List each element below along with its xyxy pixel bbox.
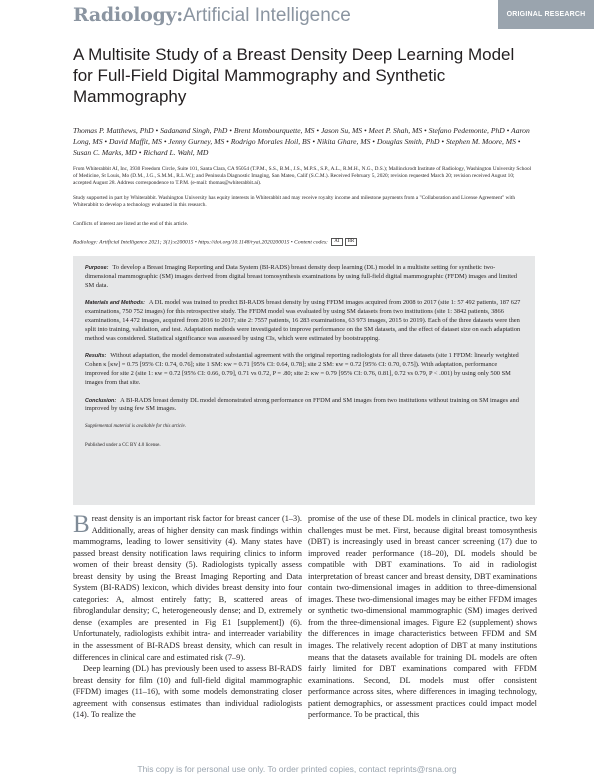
- support-statement: Study supported in part by Whiterabbit. Washington University has equity interests in Whiterabbit and may receive royalty income and milestone payments from a "Collaboration and License Agreement" with Whiterabbit to develop a technology evaluated in this research.: [73, 195, 515, 209]
- body-paragraph: Deep learning (DL) has previously been used to assess BI-RADS breast density for film (10) and full-field digital mammographic (FFDM) images (11–16), with some models demonstrating closer agreement with consensus estimates than individual radiologists (14). To realize the: [73, 664, 302, 720]
- journal-name-light: Artificial Intelligence: [182, 5, 351, 26]
- journal-name-bold: Radiology:: [73, 4, 183, 26]
- content-code-tag[interactable]: AI: [331, 238, 342, 246]
- abstract-label: Results:: [85, 353, 107, 360]
- paragraph-text: reast density is an important risk factor for breast cancer (1–3). Additionally, areas of higher density can mask findings within mammograms, leading to lower sensitivity (4). Many states have passed breast density notification laws requiring clinics to inform women of their breast density (5). Radiologists typically assess breast density by using the Breast Imaging Reporting and Data System (BI-RADS) lexicon, which divides breast density into four categories: A, almost entirely fatty; B, scattered areas of fibroglandular density; C, heterogeneously dense; and D, extremely dense (examples are presented in Fig E1 [supplement]) (6). Unfortunately, radiologists exhibit intra- and interreader variability in the assessment of BI-RADS breast density, which can result in differences in clinical care and estimated risk (7–9).: [73, 514, 302, 662]
- reprint-footer: This copy is for personal use only. To order printed copies, contact reprints@rsna.org: [137, 764, 457, 774]
- body-paragraph: promise of the use of these DL models in clinical practice, two key challenges must be met. First, because digital breast tomosynthesis (DBT) is increasingly used in breast cancer screening (17) due to improved reader performance (18–20), DL models should be compatible with DBT examinations. To aid in radiologist interpretation of breast cancer and breast density, DBT examinations contain two-dimensional images in addition to three-dimensional images. These two-dimensional images may be either FFDM images or synthetic two-dimensional mammographic (SM) images derived from the three-dimensional images. Figure E2 (supplement) shows the differences in image characteristics between FFDM and SM images. The relatively recent adoption of DBT at many institutions means that the datasets available for training DL models are often fairly limited for DBT examinations compared with FFDM examinations. Second, DL models must offer consistent performance across sites, where differences in imaging technology, patient demographics, or assessment practices could impact model performance. To be practical, this: [308, 514, 537, 720]
- conflicts-note: Conflicts of interest are listed at the end of this article.: [73, 221, 189, 227]
- article-title: A Multisite Study of a Breast Density Deep Learning Model for Full-Field Digital Mammography and Synthetic Mammography: [73, 45, 515, 106]
- body-column-right: [308, 513, 537, 721]
- supplemental-note: Supplemental material is available for this article.: [85, 424, 186, 430]
- citation-text: Radiology: Artificial Intelligence 2021; 3(1):e200015 • https://doi.org/10.1148/ryai.2020200015 • Content codes:: [73, 239, 328, 246]
- abstract-conclusion: [85, 397, 523, 415]
- affiliations: From Whiterabbit AI, Inc, 3930 Freedom Circle, Suite 101, Santa Clara, CA 95054 (T.P.M., S.S., B.M., J.S., M.P.S., S.P., A.L., R.M.H., N.G., D.S.); Mallinckrodt Institute of Radiology, Washington University School of Medicine, St Louis, Mo (D.M., J.G., S.M.M., R.L.W.); and Peninsula Diagnostic Imaging, San Mateo, Calif (S.C.M.). Received February 5, 2020; revision requested March 20; revision received August 10; accepted August 28. Address correspondence to T.P.M. (e-mail: thomas@whiterabbit.ai).: [73, 166, 532, 187]
- abstract-text: Without adaptation, the model demonstrated substantial agreement with the original reporting radiologists for all three datasets (site 1 FFDM: linearly weighted Cohen κ [κw] = 0.75 [95% CI: 0.74, 0.76]; site 1 SM: κw = 0.71 [95% CI: 0.64, 0.78]; site 2 SM: κw = 0.72 [95% CI: 0.70, 0.75]). With adaptation, performance improved for site 2 (site 1: κw = 0.72 [95% CI: 0.66, 0.79], 0.71 vs 0.72, P = .80; site 2: κw = 0.79 [95% CI: 0.76, 0.81], 0.72 vs 0.79, P < .001) by using only 500 SM images from that site.: [85, 352, 519, 386]
- citation-line: [73, 238, 533, 246]
- abstract-purpose: [85, 264, 523, 290]
- journal-logo: [73, 4, 351, 27]
- abstract-text: A DL model was trained to predict BI-RADS breast density by using FFDM images acquired from 2008 to 2017 (site 1: 57 492 patients, 187 627 examinations, 750 752 images) for this retrospective study. The FFDM model was evaluated by using SM datasets from two institutions (site 1: 3842 patients, 3866 examinations, 14 472 images, acquired from 2016 to 2017; site 2: 7557 patients, 16 283 examinations, 63 973 images, 2015 to 2019). Each of the three datasets were then split into training, validation, and test. Adaptation methods were investigated to improve performance on the SM datasets, and the effect of dataset size on each adaptation method was considered. Statistical significance was assessed by using CIs, which were estimated by bootstrapping.: [85, 299, 521, 342]
- body-column-left: [73, 513, 302, 721]
- content-code-tag[interactable]: BR: [345, 238, 358, 246]
- abstract-results: [85, 352, 523, 387]
- abstract-label: Purpose:: [85, 265, 109, 271]
- body-paragraph: [73, 513, 302, 663]
- drop-cap: B: [73, 511, 90, 538]
- abstract-methods: [85, 299, 523, 343]
- abstract-label: Materials and Methods:: [85, 300, 145, 307]
- abstract-text: To develop a Breast Imaging Reporting and Data System (BI-RADS) breast density deep learning (DL) model in a multisite setting for synthetic two-dimensional mammographic (SM) images derived from digital breast tomosynthesis examinations by using full-field digital mammographic (FFDM) images and limited SM data.: [85, 264, 518, 289]
- article-type-badge: ORIGINAL RESEARCH: [498, 0, 594, 29]
- abstract-text: A BI-RADS breast density DL model demonstrated strong performance on FFDM and SM images from two institutions without training on SM images and improved by using few SM images.: [85, 396, 519, 413]
- author-list: Thomas P. Matthews, PhD • Sadanand Singh, PhD • Brent Mombourquette, MS • Jason Su, MS • Meet P. Shah, MS • Stefano Pedemonte, PhD • Aaron Long, MS • David Maffit, MS • Jenny Gurney, MS • Rodrigo Morales Hoil, BS • Nikita Ghare, MS • Douglas Smith, PhD • Stephen M. Moore, MS • Susan C. Marks, MD • Richard L. Wahl, MD: [73, 126, 530, 157]
- abstract-box: [73, 256, 535, 505]
- license-note: Published under a CC BY 4.0 license.: [85, 443, 161, 449]
- abstract-label: Conclusion:: [85, 397, 117, 404]
